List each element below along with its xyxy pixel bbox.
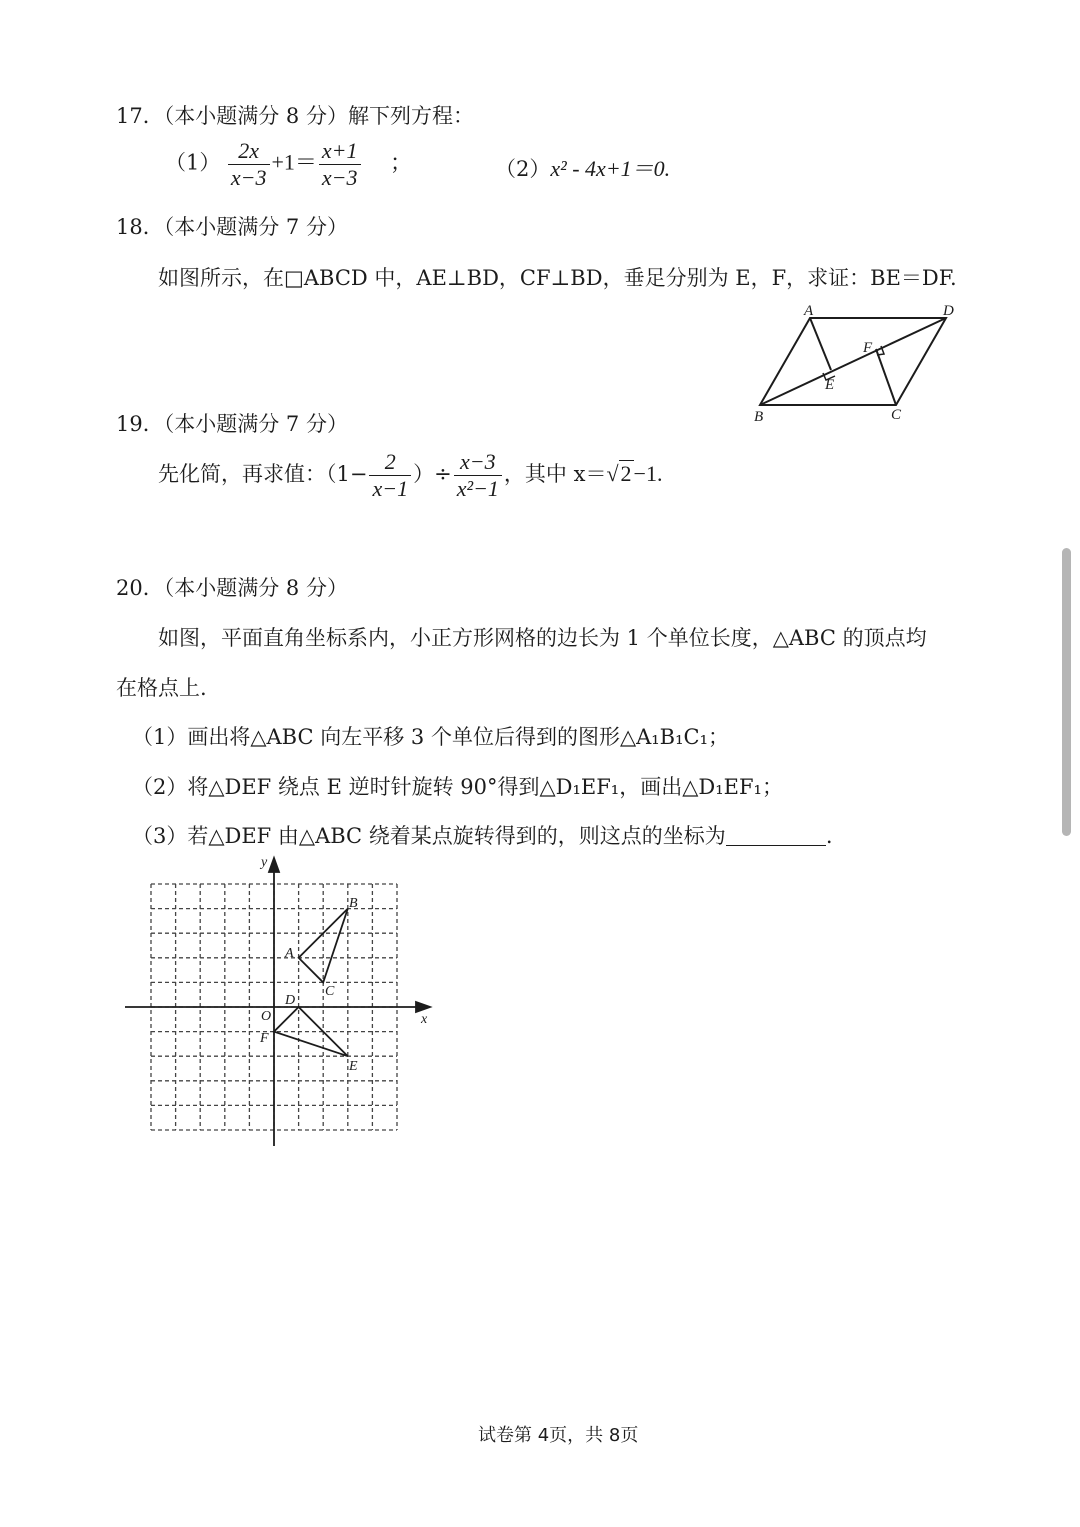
q19-number: 19． (116, 412, 164, 436)
point-label-b: B (349, 896, 358, 911)
label-a: A (804, 303, 814, 319)
page-footer: 试卷第 4页，共 8页 (478, 1425, 639, 1446)
q19-sqrt: √2 (606, 461, 632, 486)
q17-part1-label: （1） (165, 150, 221, 175)
parallelogram-figure (750, 300, 970, 428)
q19-tail: −1. (633, 461, 663, 486)
point-label-c: C (325, 984, 335, 999)
q19-where: ，其中 x＝ (503, 462, 607, 486)
q17-plus-equals: +1＝ (271, 149, 317, 175)
q20-part2: （2）将△DEF 绕点 E 逆时针旋转 90°得到△D₁EF₁，画出△D₁EF₁； (132, 775, 783, 799)
diagonal-bd (760, 318, 946, 405)
q20-title: （本小题满分 8 分） (163, 576, 348, 600)
q20-intro-line2: 在格点上. (116, 676, 207, 700)
q17-separator: ； (390, 149, 413, 175)
q17-title: （本小题满分 8 分）解下列方程： (163, 104, 474, 128)
label-d: D (943, 303, 954, 319)
q17-part1 (165, 138, 412, 191)
y-axis-arrow (269, 858, 279, 872)
point-label-d: D (285, 993, 296, 1008)
q19-header (116, 408, 348, 438)
vertical-scrollbar[interactable] (1062, 548, 1071, 836)
q18-title: （本小题满分 7 分） (163, 215, 348, 239)
q17-header (116, 100, 474, 130)
q18-header (116, 211, 348, 241)
q18-statement: 如图所示，在□ABCD 中，AE⊥BD，CF⊥BD，垂足分别为 E，F，求证：BE＝DF. (158, 266, 957, 290)
q17-part2-label: （2） (495, 157, 551, 181)
coordinate-grid-figure (120, 850, 440, 1150)
label-f: F (863, 340, 873, 356)
q20-part1: （1）画出将△ABC 向左平移 3 个单位后得到的图形△A₁B₁C₁； (132, 725, 730, 749)
point-label-f: F (260, 1031, 269, 1046)
axis-label-x: x (421, 1012, 428, 1027)
axis-label-y: y (261, 855, 268, 870)
q19-lead: 先化简，再求值：（1− (158, 462, 368, 486)
x-axis-arrow (416, 1002, 430, 1012)
q17-fraction-2: $\frac{x+1}{x-3}$ (319, 138, 361, 191)
origin-label: O (261, 1009, 272, 1024)
label-c: C (891, 407, 902, 423)
q19-title: （本小题满分 7 分） (163, 412, 348, 436)
point-label-a: A (285, 946, 294, 961)
label-b: B (754, 409, 764, 425)
segment-cf (876, 349, 896, 405)
q17-fraction-1: $\frac{2x}{x-3}$ (228, 138, 270, 191)
segment-ae (810, 318, 831, 370)
q17-part2-equation: x² - 4x+1＝0. (550, 156, 671, 181)
q20-part3: （3）若△DEF 由△ABC 绕着某点旋转得到的，则这点的坐标为 . (132, 824, 833, 848)
answer-blank[interactable] (726, 825, 826, 846)
q19-expression (158, 449, 662, 502)
q20-number: 20． (116, 576, 164, 600)
q17-number: 17． (116, 104, 164, 128)
q19-fraction-2: $\frac{x-3}{\text{x²−1}}$ (454, 449, 502, 502)
q17-part2 (495, 152, 670, 183)
q18-number: 18． (116, 215, 164, 239)
q19-fraction-1: $\frac{2}{x-1}$ (369, 449, 411, 502)
q19-divide: ）÷ (413, 462, 452, 486)
point-label-e: E (349, 1059, 358, 1074)
q20-part3-text: （3）若△DEF 由△ABC 绕着某点旋转得到的，则这点的坐标为 (132, 824, 726, 848)
q20-header (116, 572, 348, 602)
label-e: E (825, 377, 835, 393)
q20-intro-line1: 如图，平面直角坐标系内，小正方形网格的边长为 1 个单位长度，△ABC 的顶点均 (158, 626, 927, 650)
